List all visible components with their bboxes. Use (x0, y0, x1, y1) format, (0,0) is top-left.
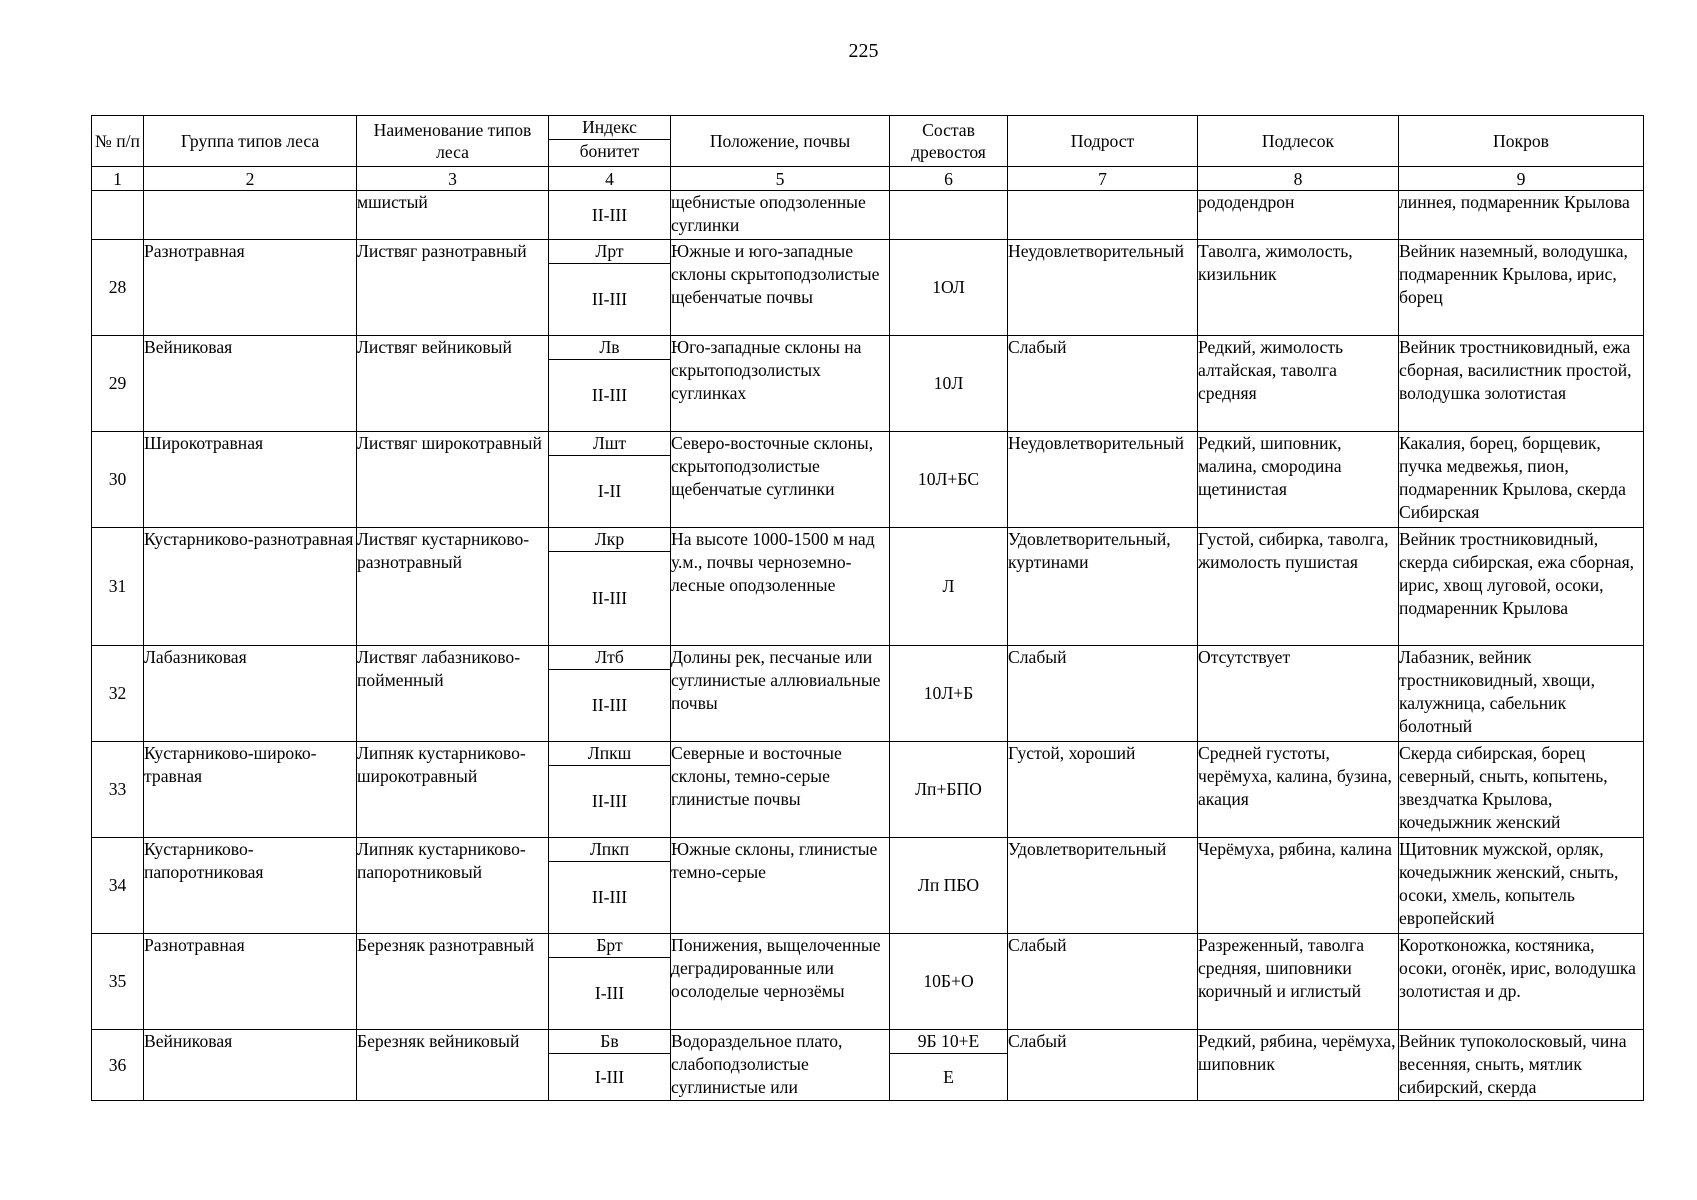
header-group: Группа типов леса (144, 116, 357, 167)
index-cell (549, 742, 671, 838)
type-name-cell: Липняк кустарниково-широкотравный (357, 742, 549, 838)
header-index-bottom: бонитет (579, 141, 640, 161)
bonitet-value: II-III (591, 289, 628, 309)
group-cell: Широкотравная (144, 432, 357, 528)
column-number: 4 (549, 167, 671, 191)
index-code: Лпкш (549, 742, 670, 766)
bonitet-value: I-II (597, 481, 622, 501)
table-row (92, 336, 1644, 432)
index-code: Лпкп (549, 838, 670, 862)
index-code: Бв (549, 1030, 670, 1054)
composition-top: 9Б 10+Е (890, 1030, 1007, 1054)
undergrowth-cell: Средней густоты, черёмуха, калина, бузина, акация (1198, 742, 1399, 838)
header-undergrowth: Подлесок (1198, 116, 1399, 167)
group-cell: Разнотравная (144, 240, 357, 336)
row-number: 30 (92, 432, 144, 528)
bonitet-value: II-III (591, 588, 628, 608)
cover-cell: Вейник тростниковидный, ежа сборная, василистник простой, володушка золотистая (1399, 336, 1644, 432)
table-row (92, 742, 1644, 838)
position-soil-cell: Северные и восточные склоны, темно-серые глинистые почвы (671, 742, 890, 838)
index-cell (549, 838, 671, 934)
composition-cell: 10Б+О (890, 934, 1008, 1030)
table-row (92, 646, 1644, 742)
bonitet-value: I-III (594, 983, 625, 1003)
type-name-cell: мшистый (357, 191, 549, 240)
bonitet-value: II-III (591, 385, 628, 405)
forest-types-table (91, 115, 1644, 1101)
header-position: Положение, почвы (671, 116, 890, 167)
bonitet-value: II-III (591, 204, 628, 225)
header-num: № п/п (92, 116, 144, 167)
column-number: 2 (144, 167, 357, 191)
column-number: 9 (1399, 167, 1644, 191)
group-cell: Разнотравная (144, 934, 357, 1030)
table-row (92, 432, 1644, 528)
cover-cell: Вейник наземный, володушка, подмаренник Крылова, ирис, борец (1399, 240, 1644, 336)
position-soil-cell: Юго-западные склоны на скрытоподзолистых суглинках (671, 336, 890, 432)
cover-cell: линнея, подмаренник Крылова (1399, 191, 1644, 240)
index-cell (549, 1030, 671, 1101)
row-number: 28 (92, 240, 144, 336)
header-regrowth: Подрост (1008, 116, 1198, 167)
header-index (549, 116, 671, 167)
index-code: Лшт (549, 432, 670, 456)
index-cell (549, 528, 671, 646)
undergrowth-cell: Редкий, рябина, черёмуха, шиповник (1198, 1030, 1399, 1101)
undergrowth-cell: Таволга, жимолость, кизильник (1198, 240, 1399, 336)
composition-cell (890, 191, 1008, 240)
type-name-cell: Листвяг кустарниково-разнотравный (357, 528, 549, 646)
group-cell: Кустарниково-папоротниковая (144, 838, 357, 934)
type-name-cell: Березняк разнотравный (357, 934, 549, 1030)
index-code: Брт (549, 934, 670, 958)
column-number: 3 (357, 167, 549, 191)
composition-cell: Лп+БПО (890, 742, 1008, 838)
bonitet-value: II-III (591, 695, 628, 715)
type-name-cell: Березняк вейниковый (357, 1030, 549, 1101)
page-number: 225 (848, 40, 879, 62)
index-cell (549, 191, 671, 240)
position-soil-cell: Водораздельное плато, слабоподзолистые суглинистые или (671, 1030, 890, 1101)
table-row (92, 838, 1644, 934)
position-soil-cell: На высоте 1000-1500 м над у.м., почвы черноземно-лесные оподзоленные (671, 528, 890, 646)
group-cell: Кустарниково-разнотравная (144, 528, 357, 646)
position-soil-cell: Северо-восточные склоны, скрытоподзолистые щебенчатые суглинки (671, 432, 890, 528)
index-cell (549, 432, 671, 528)
position-soil-cell: Понижения, выщелоченные деградированные или осолоделые чернозёмы (671, 934, 890, 1030)
cover-cell: Вейник тупоколосковый, чина весенняя, сныть, мятлик сибирский, скерда (1399, 1030, 1644, 1101)
cover-cell: Скерда сибирская, борец северный, сныть, копытень, звездчатка Крылова, кочедыжник женский (1399, 742, 1644, 838)
type-name-cell: Липняк кустарниково-папоротниковый (357, 838, 549, 934)
table-row (92, 1030, 1644, 1101)
row-number: 36 (92, 1030, 144, 1101)
regrowth-cell: Неудовлетворительный (1008, 432, 1198, 528)
table-body (92, 191, 1644, 1101)
composition-cell: 1ОЛ (890, 240, 1008, 336)
group-cell: Вейниковая (144, 1030, 357, 1101)
index-cell (549, 646, 671, 742)
regrowth-cell (1008, 191, 1198, 240)
row-number (92, 191, 144, 240)
column-number: 5 (671, 167, 890, 191)
position-soil-cell: Долины рек, песчаные или суглинистые аллювиальные почвы (671, 646, 890, 742)
column-number: 1 (92, 167, 144, 191)
header-composition: Состав древостоя (890, 116, 1008, 167)
regrowth-cell: Слабый (1008, 934, 1198, 1030)
composition-cell: 10Л+Б (890, 646, 1008, 742)
row-number: 35 (92, 934, 144, 1030)
header-name: Наименование типов леса (357, 116, 549, 167)
cover-cell: Щитовник мужской, орляк, кочедыжник женский, сныть, осоки, хмель, копытель европейский (1399, 838, 1644, 934)
undergrowth-cell: Разреженный, таволга средняя, шиповники коричный и иглистый (1198, 934, 1399, 1030)
column-number: 6 (890, 167, 1008, 191)
row-number: 29 (92, 336, 144, 432)
column-number: 8 (1198, 167, 1399, 191)
cover-cell: Вейник тростниковидный, скерда сибирская, ежа сборная, ирис, хвощ луговой, осоки, подмаренник Крылова (1399, 528, 1644, 646)
table-row (92, 934, 1644, 1030)
regrowth-cell: Слабый (1008, 646, 1198, 742)
undergrowth-cell: Черёмуха, рябина, калина (1198, 838, 1399, 934)
regrowth-cell: Слабый (1008, 1030, 1198, 1101)
cover-cell: Какалия, борец, борщевик, пучка медвежья, пион, подмаренник Крылова, скерда Сибирская (1399, 432, 1644, 528)
undergrowth-cell: рододендрон (1198, 191, 1399, 240)
table-row (92, 191, 1644, 240)
index-cell (549, 934, 671, 1030)
group-cell: Лабазниковая (144, 646, 357, 742)
index-code: Лтб (549, 646, 670, 670)
type-name-cell: Листвяг разнотравный (357, 240, 549, 336)
index-code: Лрт (549, 240, 670, 264)
composition-cell: 10Л (890, 336, 1008, 432)
composition-bottom: Е (943, 1066, 954, 1087)
type-name-cell: Листвяг лабазниково-пойменный (357, 646, 549, 742)
type-name-cell: Листвяг широкотравный (357, 432, 549, 528)
header-index-top: Индекс (549, 116, 670, 140)
position-soil-cell: Южные склоны, глинистые темно-серые (671, 838, 890, 934)
header-row (92, 116, 1644, 167)
row-number: 32 (92, 646, 144, 742)
composition-cell: Лп ПБО (890, 838, 1008, 934)
type-name-cell: Листвяг вейниковый (357, 336, 549, 432)
position-soil-cell: щебнистые оподзоленные суглинки (671, 191, 890, 240)
column-numbers-row (92, 167, 1644, 191)
bonitet-value: I-III (594, 1066, 625, 1087)
composition-cell: 10Л+БС (890, 432, 1008, 528)
bonitet-value: II-III (591, 887, 628, 907)
regrowth-cell: Удовлетворительный, куртинами (1008, 528, 1198, 646)
table-row (92, 240, 1644, 336)
undergrowth-cell: Редкий, жимолость алтайская, таволга средняя (1198, 336, 1399, 432)
composition-cell: Л (890, 528, 1008, 646)
undergrowth-cell: Редкий, шиповник, малина, смородина щетинистая (1198, 432, 1399, 528)
row-number: 33 (92, 742, 144, 838)
index-cell (549, 336, 671, 432)
group-cell (144, 191, 357, 240)
row-number: 34 (92, 838, 144, 934)
regrowth-cell: Густой, хороший (1008, 742, 1198, 838)
header-cover: Покров (1399, 116, 1644, 167)
regrowth-cell: Удовлетворительный (1008, 838, 1198, 934)
index-cell (549, 240, 671, 336)
index-code: Лв (549, 336, 670, 360)
row-number: 31 (92, 528, 144, 646)
group-cell: Кустарниково-широко-травная (144, 742, 357, 838)
regrowth-cell: Неудовлетворительный (1008, 240, 1198, 336)
position-soil-cell: Южные и юго-западные склоны скрытоподзолистые щебенчатые почвы (671, 240, 890, 336)
composition-cell (890, 1030, 1008, 1101)
undergrowth-cell: Густой, сибирка, таволга, жимолость пушистая (1198, 528, 1399, 646)
undergrowth-cell: Отсутствует (1198, 646, 1399, 742)
cover-cell: Коротконожка, костяника, осоки, огонёк, ирис, володушка золотистая и др. (1399, 934, 1644, 1030)
bonitet-value: II-III (591, 791, 628, 811)
group-cell: Вейниковая (144, 336, 357, 432)
index-code: Лкр (549, 528, 670, 552)
column-number: 7 (1008, 167, 1198, 191)
table-row (92, 528, 1644, 646)
cover-cell: Лабазник, вейник тростниковидный, хвощи, калужница, сабельник болотный (1399, 646, 1644, 742)
regrowth-cell: Слабый (1008, 336, 1198, 432)
